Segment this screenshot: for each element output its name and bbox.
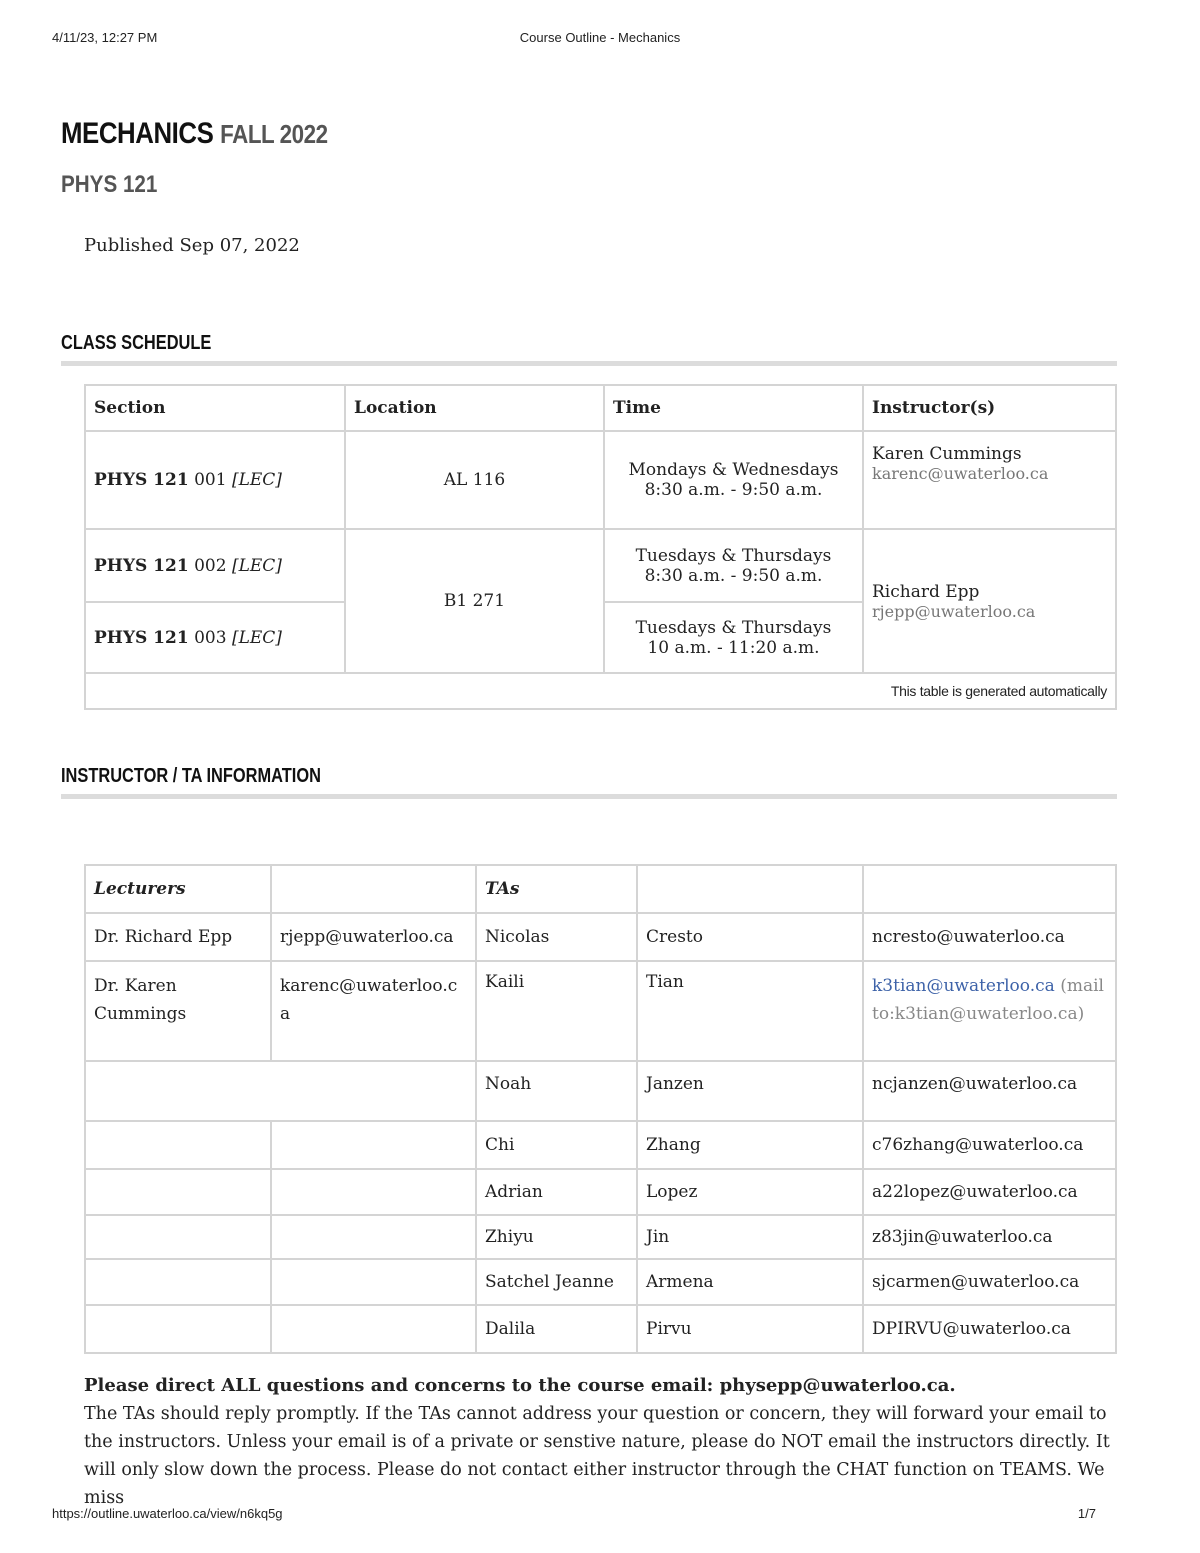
empty-cell (85, 1215, 271, 1259)
ta-last-name: Janzen (637, 1061, 863, 1121)
section-cell (85, 529, 345, 602)
course-name: MECHANICS (61, 117, 214, 150)
section-cell (85, 602, 345, 673)
lecturers-header: Lecturers (85, 865, 271, 913)
section-type: [LEC] (231, 470, 282, 490)
class-schedule-heading-block (61, 329, 1117, 366)
instructor-name: Richard Epp (872, 581, 980, 602)
empty-cell (863, 865, 1116, 913)
course-title (61, 112, 969, 156)
course-outline-content (61, 112, 1117, 258)
published-date: Published Sep 07, 2022 (84, 235, 300, 256)
empty-cell (637, 865, 863, 913)
course-code-text: PHYS 121 (94, 470, 189, 490)
contact-body: The TAs should reply promptly. If the TAs cannot address your question or concern, they will forward your email to the instructors. Unless your email is of a private or senstive nature, please do NOT email the instructors directly. It will only slow down the process. Please do not contact either instructor through the CHAT function on TEAMS. We miss (84, 1404, 1110, 1508)
ta-last-name: Zhang (637, 1121, 863, 1169)
contact-paragraph (84, 1372, 1124, 1512)
course-code: PHYS 121 (61, 171, 158, 198)
print-title: Course Outline - Mechanics (519, 30, 681, 45)
ta-last-name: Lopez (637, 1169, 863, 1215)
ta-first-name: Chi (476, 1121, 637, 1169)
ta-mailto-text: (mailto:k3tian@uwaterloo.ca) (872, 976, 1104, 1024)
table-row (85, 1215, 1116, 1259)
print-date: 4/11/23, 12:27 PM (52, 30, 158, 45)
ta-first-name: Adrian (476, 1169, 637, 1215)
lecturer-name: Dr. Richard Epp (85, 913, 271, 961)
table-row (85, 431, 1116, 529)
empty-cell (271, 1169, 476, 1215)
lecturer-email[interactable]: rjepp@uwaterloo.ca (271, 913, 476, 961)
instructor-ta-heading-block (61, 762, 1117, 799)
ta-email[interactable]: z83jin@uwaterloo.ca (863, 1215, 1116, 1259)
time-cell (604, 431, 863, 529)
course-code-text: PHYS 121 (94, 555, 189, 576)
instructor-ta-heading: INSTRUCTOR / TA INFORMATION (61, 765, 321, 787)
empty-cell (85, 1169, 271, 1215)
course-code-text: PHYS 121 (94, 627, 189, 648)
ta-email[interactable]: c76zhang@uwaterloo.ca (863, 1121, 1116, 1169)
page-url[interactable]: https://outline.uwaterloo.ca/view/n6kq5g (52, 1506, 283, 1521)
ta-first-name: Dalila (476, 1305, 637, 1353)
empty-cell (85, 1259, 271, 1305)
print-header (52, 30, 1148, 50)
course-term: FALL 2022 (220, 119, 328, 149)
section-divider (61, 794, 1117, 799)
table-row (85, 961, 1116, 1061)
table-header-row (85, 865, 1116, 913)
empty-cell (271, 1215, 476, 1259)
ta-last-name: Pirvu (637, 1305, 863, 1353)
table-header-row (85, 385, 1116, 431)
meeting-time: 8:30 a.m. - 9:50 a.m. (644, 565, 823, 586)
section-type: [LEC] (231, 555, 282, 576)
section-divider (61, 361, 1117, 366)
ta-email-cell (863, 961, 1116, 1061)
table-row (85, 1259, 1116, 1305)
section-type: [LEC] (231, 627, 282, 648)
empty-cell (271, 865, 476, 913)
table-row (85, 1305, 1116, 1353)
page-number: 1/7 (1077, 1506, 1096, 1521)
table-row (85, 913, 1116, 961)
empty-cell (85, 1121, 271, 1169)
column-header-section: Section (85, 385, 345, 431)
instructor-email[interactable]: rjepp@uwaterloo.ca (872, 601, 1036, 621)
print-footer (52, 1506, 1148, 1526)
instructor-name: Karen Cummings (872, 444, 1022, 464)
class-schedule-table (84, 384, 1117, 710)
section-number: 003 (194, 627, 227, 648)
table-row (85, 1061, 1116, 1121)
meeting-days: Mondays & Wednesdays (628, 460, 839, 480)
ta-email[interactable]: a22lopez@uwaterloo.ca (863, 1169, 1116, 1215)
instructor-cell (863, 431, 1116, 529)
ta-email[interactable]: ncresto@uwaterloo.ca (863, 913, 1116, 961)
ta-first-name: Nicolas (476, 913, 637, 961)
ta-last-name: Cresto (637, 913, 863, 961)
instructor-email[interactable]: karenc@uwaterloo.ca (872, 464, 1049, 483)
ta-email[interactable]: ncjanzen@uwaterloo.ca (863, 1061, 1116, 1121)
ta-email-link[interactable]: k3tian@uwaterloo.ca (872, 976, 1055, 996)
ta-last-name: Armena (637, 1259, 863, 1305)
column-header-time: Time (604, 385, 863, 431)
ta-first-name: Kaili (476, 961, 637, 1061)
ta-last-name: Jin (637, 1215, 863, 1259)
ta-first-name: Noah (476, 1061, 637, 1121)
empty-cell (271, 1259, 476, 1305)
section-number: 001 (194, 470, 227, 490)
lecturer-name: Dr. Karen Cummings (85, 961, 271, 1061)
ta-email[interactable]: sjcarmen@uwaterloo.ca (863, 1259, 1116, 1305)
instructor-cell (863, 529, 1116, 673)
location-cell: AL 116 (345, 431, 604, 529)
column-header-location: Location (345, 385, 604, 431)
lecturer-email[interactable]: karenc@uwaterloo.ca (271, 961, 476, 1061)
ta-last-name: Tian (637, 961, 863, 1061)
table-row (85, 1169, 1116, 1215)
location-cell: B1 271 (345, 529, 604, 673)
meeting-days: Tuesdays & Thursdays (635, 545, 832, 566)
table-row (85, 1121, 1116, 1169)
contact-instruction: Please direct ALL questions and concerns to the course email: physepp@uwaterloo.ca. (84, 1375, 956, 1396)
empty-cell (85, 1061, 476, 1121)
class-schedule-heading: CLASS SCHEDULE (61, 332, 212, 354)
tas-header: TAs (476, 865, 637, 913)
empty-cell (85, 1305, 271, 1353)
auto-generated-note: This table is generated automatically (85, 673, 1116, 709)
ta-email[interactable]: DPIRVU@uwaterloo.ca (863, 1305, 1116, 1353)
column-header-instructors: Instructor(s) (863, 385, 1116, 431)
instructor-ta-table (84, 864, 1117, 1354)
meeting-days: Tuesdays & Thursdays (635, 617, 832, 638)
empty-cell (271, 1305, 476, 1353)
empty-cell (271, 1121, 476, 1169)
section-number: 002 (194, 555, 227, 576)
ta-first-name: Satchel Jeanne (476, 1259, 637, 1305)
time-cell (604, 529, 863, 602)
table-row (85, 529, 1116, 602)
section-cell (85, 431, 345, 529)
time-cell (604, 602, 863, 673)
table-footer-row (85, 673, 1116, 709)
meeting-time: 10 a.m. - 11:20 a.m. (647, 637, 820, 658)
meeting-time: 8:30 a.m. - 9:50 a.m. (644, 480, 823, 500)
ta-first-name: Zhiyu (476, 1215, 637, 1259)
